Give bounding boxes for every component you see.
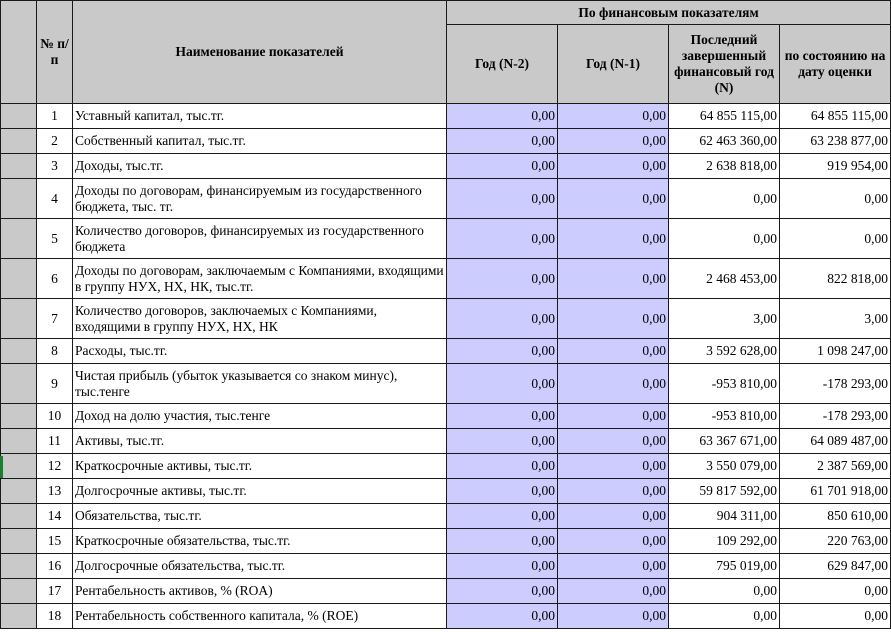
row-gutter xyxy=(1,579,37,604)
table-row xyxy=(1,129,891,154)
cell-year-n2[interactable]: 0,00 xyxy=(447,604,558,629)
table-row xyxy=(1,479,891,504)
cell-last-year[interactable]: 904 311,00 xyxy=(669,504,780,529)
table-row xyxy=(1,179,891,219)
cell-eval-date[interactable]: 919 954,00 xyxy=(780,154,891,179)
cell-indicator-name: Долгосрочные активы, тыс.тг. xyxy=(73,479,447,504)
cell-row-number: 18 xyxy=(37,604,73,629)
cell-last-year[interactable]: 59 817 592,00 xyxy=(669,479,780,504)
cell-year-n2[interactable]: 0,00 xyxy=(447,129,558,154)
cell-indicator-name: Обязательства, тыс.тг. xyxy=(73,504,447,529)
row-gutter xyxy=(1,529,37,554)
cell-row-number: 14 xyxy=(37,504,73,529)
cell-indicator-name: Доходы по договорам, финансируемым из государственного бюджета, тыс. тг. xyxy=(73,179,447,219)
cell-indicator-name: Доход на долю участия, тыс.тенге xyxy=(73,404,447,429)
cell-year-n2[interactable]: 0,00 xyxy=(447,259,558,299)
cell-year-n1[interactable]: 0,00 xyxy=(558,299,669,339)
cell-year-n2[interactable]: 0,00 xyxy=(447,529,558,554)
cell-indicator-name: Уставный капитал, тыс.тг. xyxy=(73,104,447,129)
cell-indicator-name: Рентабельность активов, % (ROA) xyxy=(73,579,447,604)
cell-eval-date[interactable]: -178 293,00 xyxy=(780,404,891,429)
cell-year-n1[interactable]: 0,00 xyxy=(558,129,669,154)
cell-last-year[interactable]: 3,00 xyxy=(669,299,780,339)
row-gutter xyxy=(1,604,37,629)
row-gutter xyxy=(1,429,37,454)
cell-year-n1[interactable]: 0,00 xyxy=(558,604,669,629)
table-body xyxy=(1,104,891,629)
cell-row-number: 1 xyxy=(37,104,73,129)
cell-year-n1[interactable]: 0,00 xyxy=(558,364,669,404)
table-row xyxy=(1,339,891,364)
cell-year-n2[interactable]: 0,00 xyxy=(447,364,558,404)
cell-year-n2[interactable]: 0,00 xyxy=(447,504,558,529)
cell-last-year[interactable]: 0,00 xyxy=(669,579,780,604)
column-header-name: Наименование показателей xyxy=(73,1,447,104)
cell-row-number: 17 xyxy=(37,579,73,604)
cell-year-n1[interactable]: 0,00 xyxy=(558,479,669,504)
cell-row-number: 2 xyxy=(37,129,73,154)
cell-eval-date[interactable]: 61 701 918,00 xyxy=(780,479,891,504)
cell-indicator-name: Чистая прибыль (убыток указывается со знаком минус), тыс.тенге xyxy=(73,364,447,404)
cell-eval-date[interactable]: 1 098 247,00 xyxy=(780,339,891,364)
row-gutter xyxy=(1,554,37,579)
cell-last-year[interactable]: 2 638 818,00 xyxy=(669,154,780,179)
cell-year-n2[interactable]: 0,00 xyxy=(447,404,558,429)
cell-eval-date[interactable]: 220 763,00 xyxy=(780,529,891,554)
row-gutter xyxy=(1,479,37,504)
row-selection-marker xyxy=(0,456,3,478)
row-gutter xyxy=(1,259,37,299)
cell-last-year[interactable]: 2 468 453,00 xyxy=(669,259,780,299)
cell-row-number: 7 xyxy=(37,299,73,339)
row-gutter xyxy=(1,504,37,529)
cell-eval-date[interactable]: 2 387 569,00 xyxy=(780,454,891,479)
cell-last-year[interactable]: 3 550 079,00 xyxy=(669,454,780,479)
cell-row-number: 8 xyxy=(37,339,73,364)
table-row xyxy=(1,219,891,259)
row-gutter xyxy=(1,179,37,219)
row-gutter xyxy=(1,339,37,364)
cell-indicator-name: Собственный капитал, тыс.тг. xyxy=(73,129,447,154)
table-row xyxy=(1,364,891,404)
cell-year-n2[interactable]: 0,00 xyxy=(447,579,558,604)
cell-year-n2[interactable]: 0,00 xyxy=(447,339,558,364)
table-row xyxy=(1,429,891,454)
cell-row-number: 4 xyxy=(37,179,73,219)
cell-year-n1[interactable]: 0,00 xyxy=(558,529,669,554)
table-row xyxy=(1,259,891,299)
cell-eval-date[interactable]: 822 818,00 xyxy=(780,259,891,299)
cell-row-number: 5 xyxy=(37,219,73,259)
table-row xyxy=(1,504,891,529)
cell-indicator-name: Краткосрочные активы, тыс.тг. xyxy=(73,454,447,479)
cell-last-year[interactable]: 62 463 360,00 xyxy=(669,129,780,154)
cell-row-number: 16 xyxy=(37,554,73,579)
cell-year-n2[interactable]: 0,00 xyxy=(447,454,558,479)
cell-eval-date[interactable]: 63 238 877,00 xyxy=(780,129,891,154)
cell-eval-date[interactable]: 0,00 xyxy=(780,179,891,219)
cell-last-year[interactable]: 795 019,00 xyxy=(669,554,780,579)
cell-year-n2[interactable]: 0,00 xyxy=(447,179,558,219)
cell-year-n1[interactable]: 0,00 xyxy=(558,104,669,129)
cell-row-number: 15 xyxy=(37,529,73,554)
cell-last-year[interactable]: 0,00 xyxy=(669,604,780,629)
cell-eval-date[interactable]: -178 293,00 xyxy=(780,364,891,404)
table-row xyxy=(1,604,891,629)
table-row xyxy=(1,554,891,579)
cell-eval-date[interactable]: 629 847,00 xyxy=(780,554,891,579)
cell-year-n1[interactable]: 0,00 xyxy=(558,579,669,604)
cell-eval-date[interactable]: 64 089 487,00 xyxy=(780,429,891,454)
row-gutter xyxy=(1,104,37,129)
cell-last-year[interactable]: 0,00 xyxy=(669,179,780,219)
cell-indicator-name: Долгосрочные обязательства, тыс.тг. xyxy=(73,554,447,579)
cell-year-n1[interactable]: 0,00 xyxy=(558,339,669,364)
table-row xyxy=(1,579,891,604)
cell-eval-date[interactable]: 0,00 xyxy=(780,579,891,604)
row-gutter xyxy=(1,129,37,154)
cell-year-n1[interactable]: 0,00 xyxy=(558,179,669,219)
cell-row-number: 9 xyxy=(37,364,73,404)
cell-row-number: 10 xyxy=(37,404,73,429)
cell-year-n1[interactable]: 0,00 xyxy=(558,404,669,429)
cell-last-year[interactable]: 63 367 671,00 xyxy=(669,429,780,454)
cell-year-n2[interactable]: 0,00 xyxy=(447,219,558,259)
cell-indicator-name: Количество договоров, финансируемых из государственного бюджета xyxy=(73,219,447,259)
cell-indicator-name: Количество договоров, заключаемых с Компаниями, входящими в группу НУХ, НХ, НК xyxy=(73,299,447,339)
cell-indicator-name: Доходы, тыс.тг. xyxy=(73,154,447,179)
cell-eval-date[interactable]: 0,00 xyxy=(780,219,891,259)
cell-year-n2[interactable]: 0,00 xyxy=(447,554,558,579)
cell-last-year[interactable]: 0,00 xyxy=(669,219,780,259)
cell-indicator-name: Рентабельность собственного капитала, % (ROE) xyxy=(73,604,447,629)
cell-indicator-name: Расходы, тыс.тг. xyxy=(73,339,447,364)
table-row xyxy=(1,529,891,554)
cell-year-n2[interactable]: 0,00 xyxy=(447,479,558,504)
cell-row-number: 3 xyxy=(37,154,73,179)
cell-year-n1[interactable]: 0,00 xyxy=(558,259,669,299)
row-gutter xyxy=(1,404,37,429)
cell-eval-date[interactable]: 0,00 xyxy=(780,604,891,629)
cell-year-n2[interactable]: 0,00 xyxy=(447,154,558,179)
cell-indicator-name: Активы, тыс.тг. xyxy=(73,429,447,454)
cell-last-year[interactable]: -953 810,00 xyxy=(669,364,780,404)
cell-eval-date[interactable]: 3,00 xyxy=(780,299,891,339)
row-gutter xyxy=(1,364,37,404)
cell-year-n1[interactable]: 0,00 xyxy=(558,429,669,454)
column-header-last-year: Последний завершенный финансовый год (N) xyxy=(669,25,780,104)
cell-year-n2[interactable]: 0,00 xyxy=(447,299,558,339)
cell-year-n1[interactable]: 0,00 xyxy=(558,454,669,479)
cell-last-year[interactable]: 64 855 115,00 xyxy=(669,104,780,129)
row-gutter xyxy=(1,299,37,339)
column-group-header: По финансовым показателям xyxy=(447,1,891,25)
cell-eval-date[interactable]: 850 610,00 xyxy=(780,504,891,529)
column-header-num: № п/п xyxy=(37,1,73,104)
cell-last-year[interactable]: -953 810,00 xyxy=(669,404,780,429)
header-row-group xyxy=(1,1,891,25)
row-gutter-header xyxy=(1,1,37,104)
table-row xyxy=(1,454,891,479)
table-row xyxy=(1,154,891,179)
row-gutter xyxy=(1,154,37,179)
cell-year-n1[interactable]: 0,00 xyxy=(558,554,669,579)
row-gutter xyxy=(1,454,37,479)
table-row xyxy=(1,104,891,129)
cell-indicator-name: Доходы по договорам, заключаемым с Компаниями, входящими в группу НУХ, НХ, НК, тыс.тг. xyxy=(73,259,447,299)
cell-last-year[interactable]: 109 292,00 xyxy=(669,529,780,554)
cell-year-n1[interactable]: 0,00 xyxy=(558,219,669,259)
cell-year-n2[interactable]: 0,00 xyxy=(447,104,558,129)
cell-last-year[interactable]: 3 592 628,00 xyxy=(669,339,780,364)
cell-year-n1[interactable]: 0,00 xyxy=(558,154,669,179)
cell-eval-date[interactable]: 64 855 115,00 xyxy=(780,104,891,129)
table-row xyxy=(1,404,891,429)
cell-year-n2[interactable]: 0,00 xyxy=(447,429,558,454)
column-header-year-n1: Год (N-1) xyxy=(558,25,669,104)
cell-indicator-name: Краткосрочные обязательства, тыс.тг. xyxy=(73,529,447,554)
column-header-eval-date: по состоянию на дату оценки xyxy=(780,25,891,104)
column-header-year-n2: Год (N-2) xyxy=(447,25,558,104)
cell-row-number: 12 xyxy=(37,454,73,479)
table-row xyxy=(1,299,891,339)
row-gutter xyxy=(1,219,37,259)
cell-row-number: 11 xyxy=(37,429,73,454)
cell-year-n1[interactable]: 0,00 xyxy=(558,504,669,529)
cell-row-number: 13 xyxy=(37,479,73,504)
cell-row-number: 6 xyxy=(37,259,73,299)
